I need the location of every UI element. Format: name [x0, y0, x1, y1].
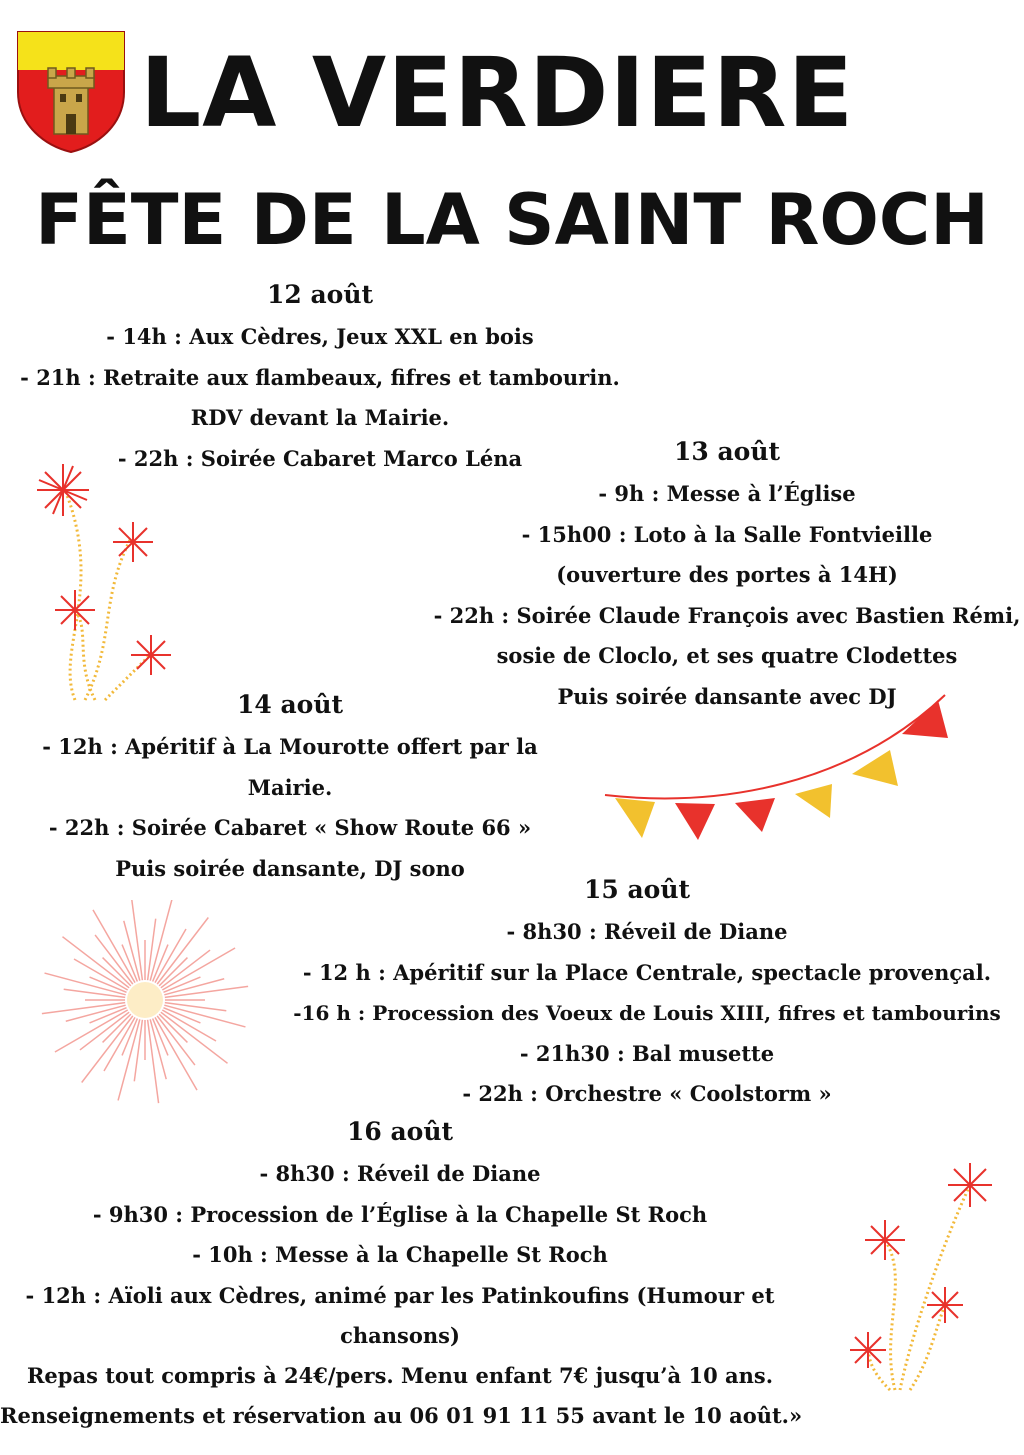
day-block-15-aout	[270, 868, 1024, 1115]
day-heading: 14 août	[236, 690, 344, 719]
fireworks-decoration-icon	[840, 1160, 1010, 1400]
schedule-line: - 12h : Apéritif à La Mourotte offert par la	[42, 734, 538, 759]
schedule-line: - 9h : Messe à l’Église	[598, 481, 856, 506]
bunting-decoration-icon	[600, 690, 960, 850]
schedule-line: - 21h30 : Bal musette	[519, 1040, 775, 1066]
schedule-line: -16 h : Procession des Voeux de Louis XIII, fifres et tambourins	[293, 1001, 1001, 1025]
firework-burst-icon	[35, 900, 255, 1160]
schedule-line: - 8h30 : Réveil de Diane	[259, 1161, 541, 1186]
schedule-line: - 10h : Messe à la Chapelle St Roch	[192, 1242, 608, 1267]
schedule-line: - 8h30 : Réveil de Diane	[506, 919, 788, 944]
footer-meal-info: Repas tout compris à 24€/pers. Menu enfant 7€ jusqu’à 10 ans.	[26, 1363, 774, 1388]
schedule-line: - 22h : Soirée Cabaret « Show Route 66 »	[48, 815, 532, 840]
day-heading: 16 août	[346, 1117, 454, 1146]
schedule-line: - 22h : Soirée Cabaret Marco Léna	[117, 445, 523, 471]
footer-contact-info: Renseignements et réservation au 06 01 91 11 55 avant le 10 août.»	[0, 1403, 803, 1428]
coat-of-arms-icon	[16, 30, 126, 154]
schedule-line: - 22h : Orchestre « Coolstorm »	[462, 1081, 832, 1106]
day-block-14-aout	[0, 683, 580, 889]
day-heading: 15 août	[583, 875, 691, 904]
schedule-line: - 15h00 : Loto à la Salle Fontvieille	[521, 521, 933, 547]
schedule-line: - 14h : Aux Cèdres, Jeux XXL en bois	[106, 324, 534, 349]
day-block-13-aout	[430, 430, 1024, 717]
event-title: FÊTE DE LA SAINT ROCH	[35, 179, 989, 261]
page-title: LA VERDIERE	[140, 37, 855, 149]
schedule-line: - 21h : Retraite aux flambeaux, fifres et tambourin.	[20, 364, 620, 390]
day-heading: 12 août	[266, 280, 374, 309]
schedule-line: Puis soirée dansante avec DJ	[557, 683, 897, 709]
schedule-line: Mairie.	[247, 774, 333, 800]
schedule-line: Puis soirée dansante, DJ sono	[115, 855, 465, 881]
fireworks-decoration-icon	[15, 460, 185, 710]
schedule-line: - 12h : Aïoli aux Cèdres, animé par les Patinkoufins (Humour et	[25, 1282, 775, 1308]
schedule-line: chansons)	[340, 1323, 460, 1348]
schedule-line: (ouverture des portes à 14H)	[556, 562, 898, 587]
schedule-line: - 12 h : Apéritif sur la Place Centrale, spectacle provençal.	[302, 959, 992, 985]
schedule-line: - 22h : Soirée Claude François avec Bastien Rémi,	[433, 602, 1021, 628]
schedule-line: sosie de Cloclo, et ses quatre Clodettes	[496, 643, 958, 668]
day-heading: 13 août	[673, 437, 781, 466]
schedule-line: - 9h30 : Procession de l’Église à la Chapelle St Roch	[92, 1201, 708, 1227]
schedule-line: RDV devant la Mairie.	[190, 405, 450, 430]
